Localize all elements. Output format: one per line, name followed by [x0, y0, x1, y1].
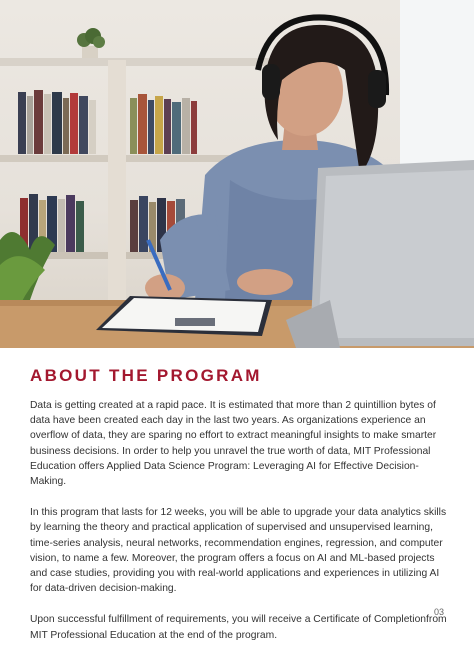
page-number: 03 [433, 607, 444, 617]
paragraph-certificate: Upon successful fulfillment of requirements, you will receive a Certificate of Completionfrom MIT Professional Education at the end of the program. [30, 614, 447, 641]
paragraph-intro: Data is getting created at a rapid pace. It is estimated that more than 2 quintillion bytes of data have been created each day in the last two years. As organizations experience an overflow of data, they are sparing no effort to extract meaningful insights to make smarter business decisions. In order to help you unravel the true worth of data, MIT Professional Education offers Applied Data Science Program: Leveraging AI for Effective Decision-Making. [30, 400, 437, 488]
window [400, 0, 474, 170]
paragraph-program-details: In this program that lasts for 12 weeks, you will be able to upgrade your data analytics skills by learning the theory and practical application of supervised and unsupervised learning, time-series analysis, neural networks, recommendation engines, regression, and computer vision, to name a few. Moreover, the program offers a focus on AI and ML-based projects and case studies, providing you with real-world applications and experiences in utilizing AI for data-driven decision-making. [30, 507, 447, 595]
books-upper [18, 90, 197, 154]
section-heading: ABOUT THE PROGRAM [30, 366, 262, 385]
shelf-plant [77, 28, 105, 58]
about-section [30, 366, 450, 659]
shelf-divider [108, 60, 126, 310]
shelf-top [0, 58, 270, 66]
